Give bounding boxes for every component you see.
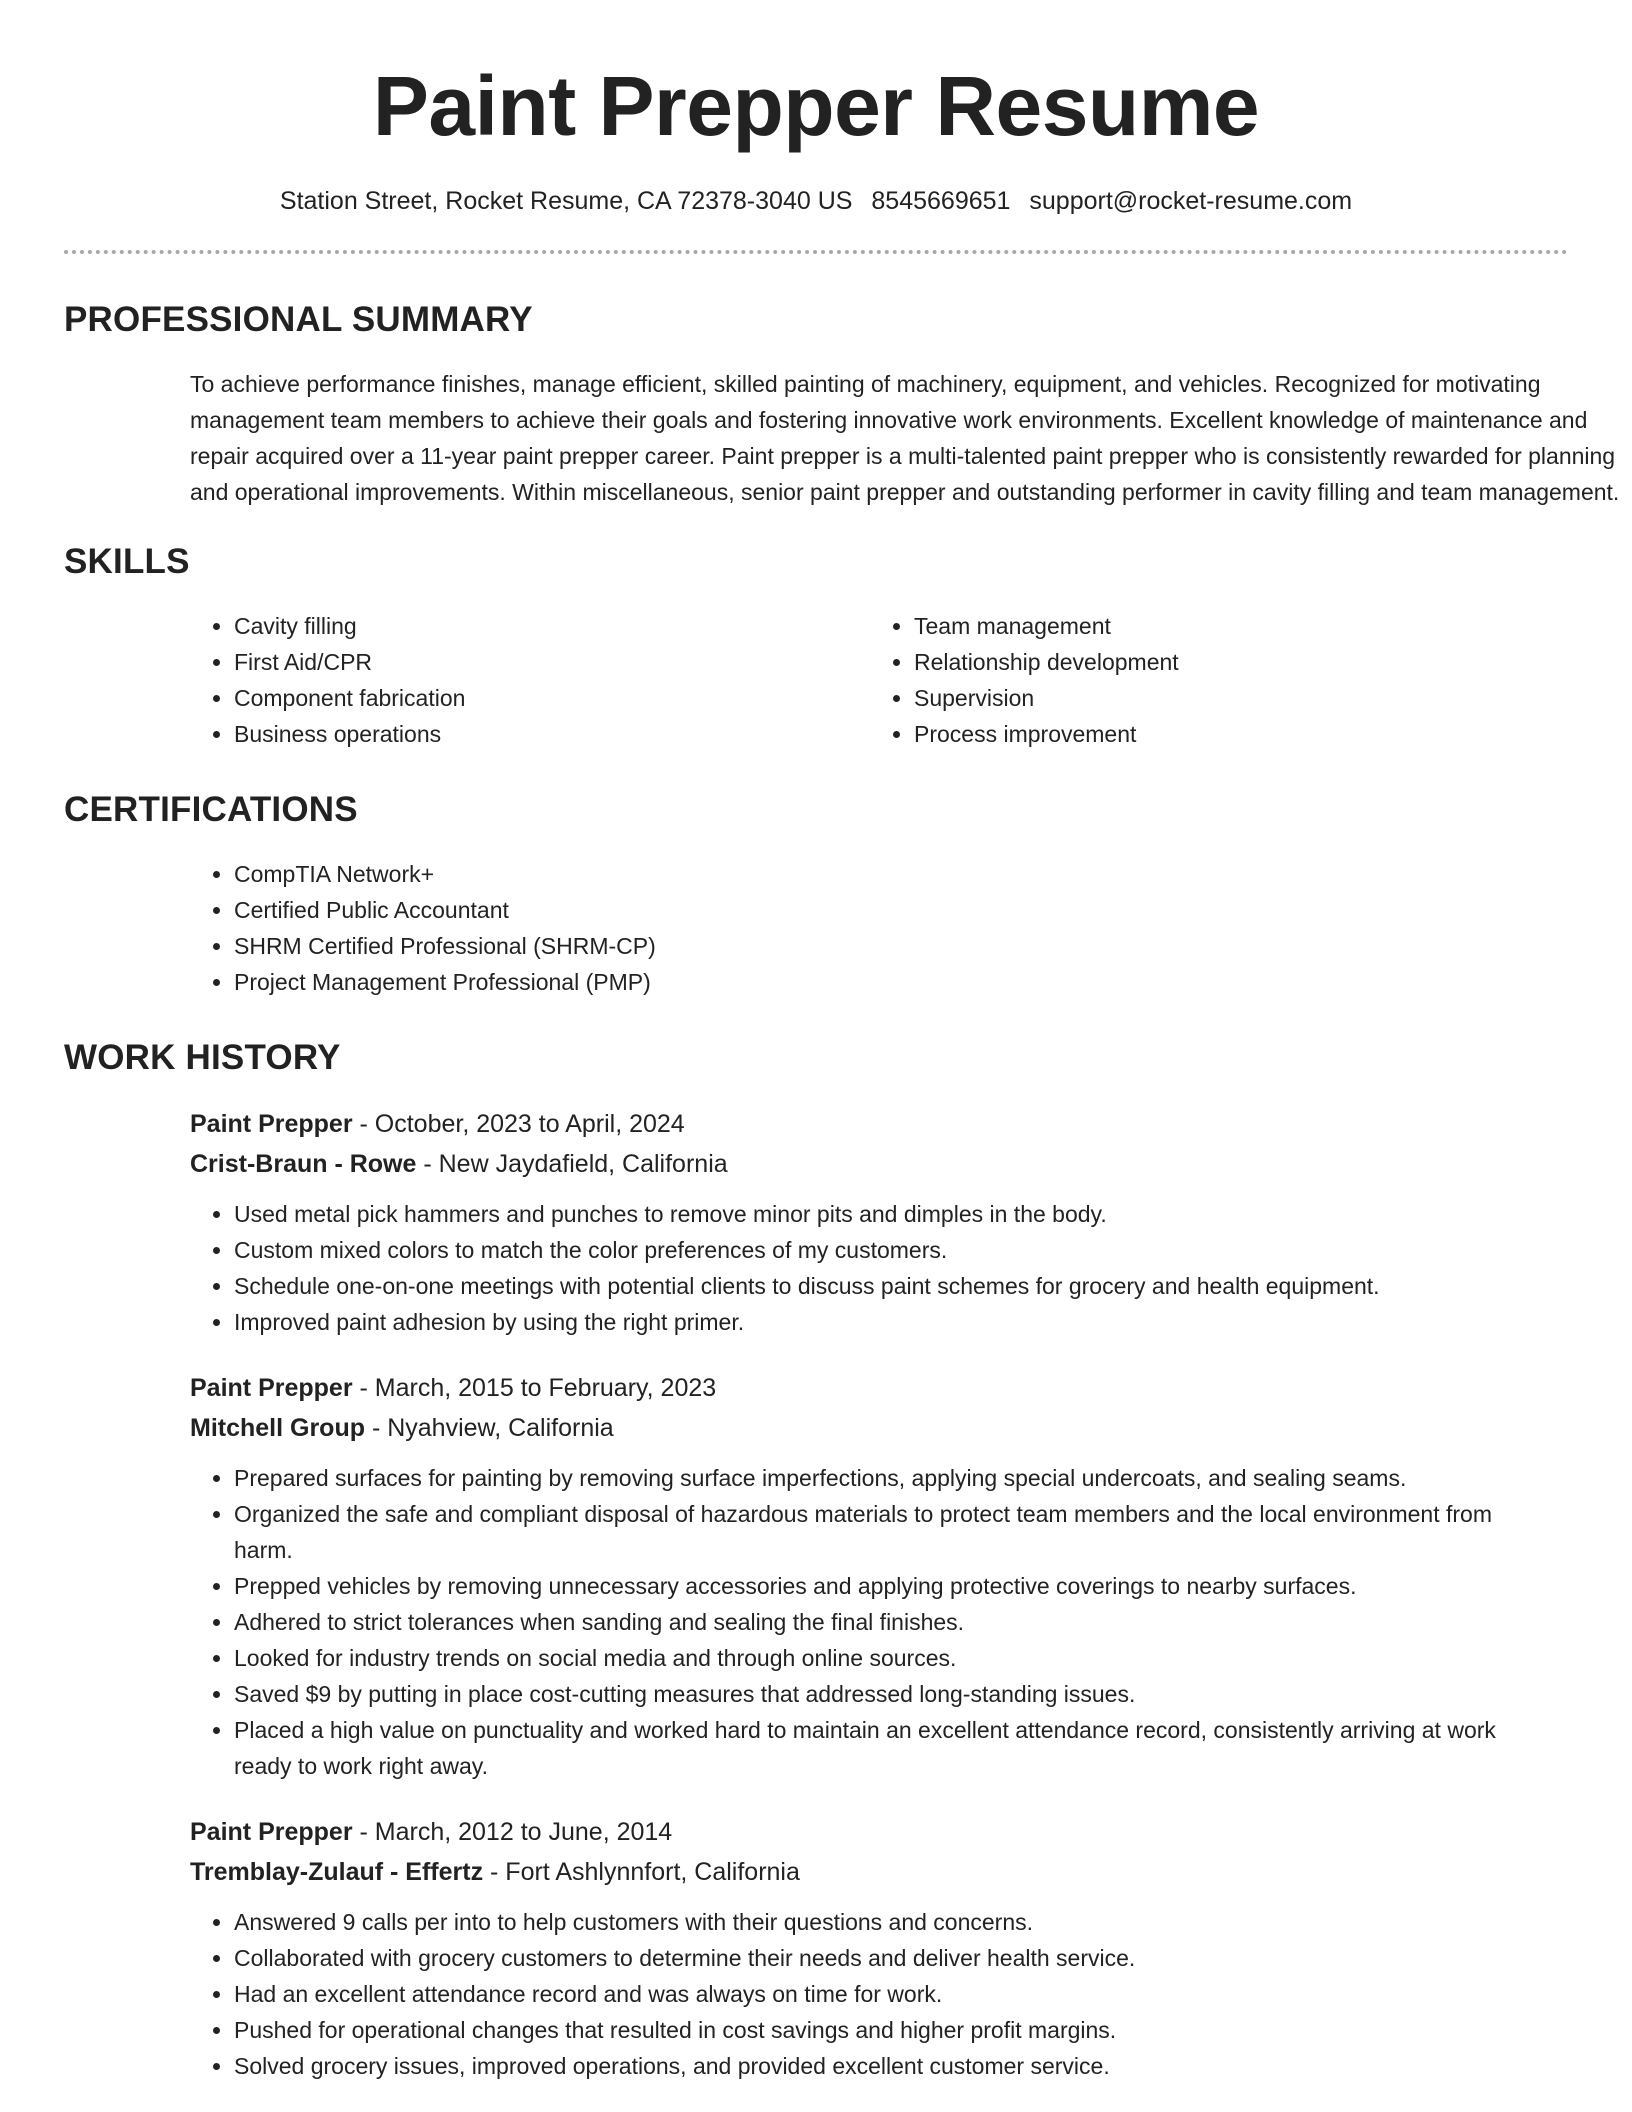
job-company: Mitchell Group (190, 1414, 365, 1442)
certifications-heading: CERTIFICATIONS (64, 790, 358, 829)
job-title-line (190, 1812, 1568, 1852)
certification-item: • Project Management Professional (PMP) (234, 964, 1568, 1000)
skill-item: • Component fabrication (234, 680, 870, 716)
job-company: Tremblay-Zulauf - Effertz (190, 1858, 484, 1886)
skill-item: • Supervision (914, 680, 1550, 716)
job-company-line (190, 1144, 1568, 1184)
job-location: - Nyahview, California (365, 1414, 614, 1442)
job-bullet: • Improved paint adhesion by using the right primer. (234, 1304, 1568, 1340)
job-bullet: • Had an excellent attendance record and was always on time for work. (234, 1976, 1568, 2012)
job-entry (190, 1368, 1568, 1784)
job-title: Paint Prepper (190, 1110, 353, 1138)
job-entry (190, 1104, 1568, 1340)
job-dates: - March, 2012 to June, 2014 (352, 1818, 673, 1846)
skills-columns (190, 608, 1568, 752)
job-title: Paint Prepper (190, 1374, 353, 1402)
job-bullet: • Solved grocery issues, improved operations, and provided excellent customer service. (234, 2048, 1568, 2084)
certification-item: • Certified Public Accountant (234, 892, 1568, 928)
summary-heading: PROFESSIONAL SUMMARY (64, 300, 533, 339)
certification-item: • SHRM Certified Professional (SHRM-CP) (234, 928, 1568, 964)
job-company-line (190, 1852, 1568, 1892)
job-dates: - March, 2015 to February, 2023 (352, 1374, 717, 1402)
job-title-line (190, 1104, 1568, 1144)
work-history-heading: WORK HISTORY (64, 1038, 341, 1077)
skills-left-list (190, 608, 870, 752)
header-divider (64, 250, 1568, 254)
job-title: Paint Prepper (190, 1818, 353, 1846)
contact-line (64, 184, 1568, 218)
skill-item: • Business operations (234, 716, 870, 752)
job-bullet: • Adhered to strict tolerances when sanding and sealing the final finishes. (234, 1604, 1568, 1640)
job-bullet: • Used metal pick hammers and punches to remove minor pits and dimples in the body. (234, 1196, 1568, 1232)
job-location: - Fort Ashlynnfort, California (483, 1858, 800, 1886)
job-bullet: • Prepared surfaces for painting by removing surface imperfections, applying special undercoats, and sealing seams. (234, 1460, 1568, 1496)
skill-item: • First Aid/CPR (234, 644, 870, 680)
job-bullets (190, 1904, 1568, 2084)
job-bullet: • Custom mixed colors to match the color preferences of my customers. (234, 1232, 1568, 1268)
job-bullets (190, 1196, 1568, 1340)
job-bullet: • Schedule one-on-one meetings with potential clients to discuss paint schemes for grocery and health equipment. (234, 1268, 1568, 1304)
certifications-list (190, 856, 1568, 1000)
job-bullet: • Looked for industry trends on social media and through online sources. (234, 1640, 1568, 1676)
skill-item: • Team management (914, 608, 1550, 644)
resume-title: Paint Prepper Resume (372, 59, 1260, 153)
skill-item: • Cavity filling (234, 608, 870, 644)
certification-item: • CompTIA Network+ (234, 856, 1568, 892)
job-title-line (190, 1368, 1568, 1408)
skill-item: • Relationship development (914, 644, 1550, 680)
job-company: Crist-Braun - Rowe (190, 1150, 417, 1178)
job-location: - New Jaydafield, California (416, 1150, 728, 1178)
contact-phone: 8545669651 (871, 187, 1011, 215)
summary-text: To achieve performance finishes, manage efficient, skilled painting of machinery, equipment, and vehicles. Recognized for motivating management team members to achieve their goals and fostering innovative work environments. Excellent knowledge of maintenance and repair acquired over a 11-year paint prepper career. Paint prepper is a multi-talented paint prepper who is consistently rewarded for planning and operational improvements. Within miscellaneous, senior paint prepper and outstanding performer in cavity filling and team management. (190, 371, 1620, 505)
job-bullet: • Placed a high value on punctuality and worked hard to maintain an excellent attendance record, consistently arriving at work ready to work right away. (234, 1712, 1568, 1784)
job-bullet: • Answered 9 calls per into to help customers with their questions and concerns. (234, 1904, 1568, 1940)
job-bullet: • Collaborated with grocery customers to determine their needs and deliver health service. (234, 1940, 1568, 1976)
skill-item: • Process improvement (914, 716, 1550, 752)
skills-heading: SKILLS (64, 542, 190, 581)
job-company-line (190, 1408, 1568, 1448)
job-bullets (190, 1460, 1568, 1784)
job-bullet: • Saved $9 by putting in place cost-cutting measures that addressed long-standing issues. (234, 1676, 1568, 1712)
job-dates: - October, 2023 to April, 2024 (352, 1110, 685, 1138)
job-bullet: • Organized the safe and compliant disposal of hazardous materials to protect team members and the local environment from harm. (234, 1496, 1568, 1568)
job-entry (190, 1812, 1568, 2084)
job-bullet: • Prepped vehicles by removing unnecessary accessories and applying protective coverings to nearby surfaces. (234, 1568, 1568, 1604)
skills-right-list (870, 608, 1550, 752)
contact-address: Station Street, Rocket Resume, CA 72378-3040 US (279, 187, 853, 215)
job-bullet: • Pushed for operational changes that resulted in cost savings and higher profit margins. (234, 2012, 1568, 2048)
contact-email: support@rocket-resume.com (1029, 187, 1353, 215)
